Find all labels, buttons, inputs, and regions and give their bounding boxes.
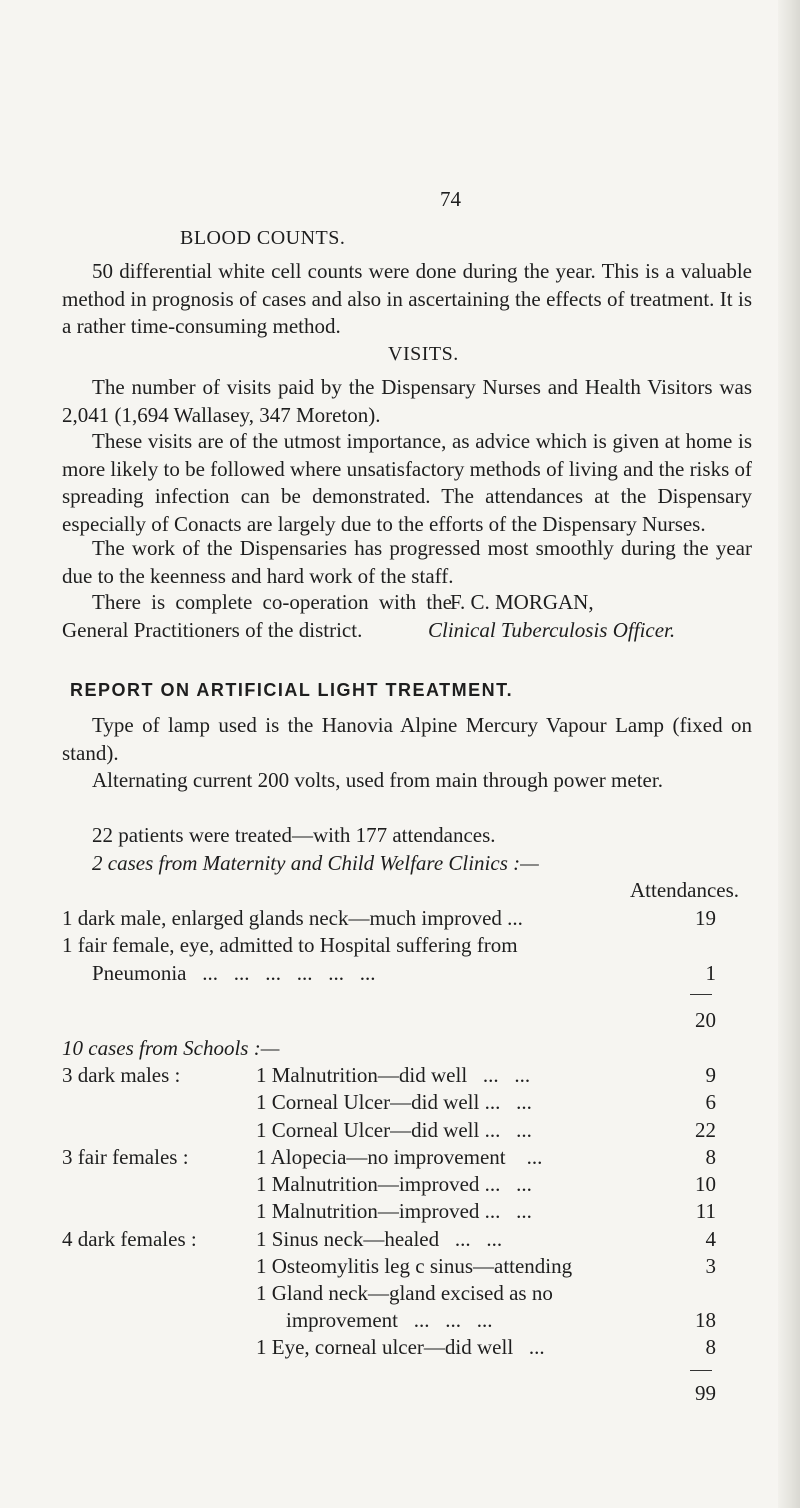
- signature-title: Clinical Tuberculosis Officer.: [428, 618, 676, 642]
- maternity-total-rule: [690, 994, 712, 995]
- maternity-heading: 2 cases from Maternity and Child Welfare Clinics :—: [92, 851, 539, 875]
- school-row: 1 Sinus neck—healed ... ...: [256, 1227, 503, 1251]
- school-row-value: 22: [695, 1118, 716, 1142]
- school-row-value: 3: [705, 1254, 716, 1278]
- school-row: 1 Malnutrition—did well ... ...: [256, 1063, 531, 1087]
- school-row: 1 Malnutrition—improved ... ...: [256, 1199, 532, 1223]
- report-heading: REPORT ON ARTIFICIAL LIGHT TREATMENT.: [70, 680, 514, 700]
- school-row-value: 9: [705, 1063, 716, 1087]
- maternity-value-2: 1: [705, 961, 716, 985]
- school-row: 1 Corneal Ulcer—did well ... ...: [256, 1118, 532, 1142]
- school-row-value: 11: [695, 1199, 716, 1223]
- school-row-value: 10: [695, 1172, 716, 1196]
- page-number: 74: [440, 187, 461, 211]
- visits-heading: VISITS.: [388, 343, 459, 365]
- maternity-line-3: Pneumonia ... ... ... ... ... ...: [92, 961, 376, 985]
- visits-paragraph-4: There is complete co-operation with the General Practitioners of the district.: [62, 590, 452, 642]
- school-row: 1 Corneal Ulcer—did well ... ...: [256, 1090, 532, 1114]
- school-row-value: 8: [705, 1145, 716, 1169]
- group-label-dark-females: 4 dark females :: [62, 1227, 197, 1251]
- report-paragraph-1: Type of lamp used is the Hanovia Alpine Mercury Vapour Lamp (fixed on stand).: [62, 713, 752, 765]
- maternity-value-1: 19: [695, 906, 716, 930]
- school-row: 1 Alopecia—no improvement ...: [256, 1145, 543, 1169]
- visits-paragraph-2: These visits are of the utmost importance, as advice which is given at home is more likely to be followed where unsatisfactory methods of living and the risks of spreading infection can be demonstrated. The attendances at the Dispensary especially of Conacts are largely due to the efforts of the Dispensary Nurses.: [62, 429, 752, 536]
- page-edge-shadow: [778, 0, 800, 1508]
- school-row-value: 8: [705, 1335, 716, 1359]
- school-row: improvement ... ... ...: [286, 1308, 493, 1332]
- maternity-line-2: 1 fair female, eye, admitted to Hospital suffering from: [62, 933, 518, 957]
- attendances-label: Attendances.: [630, 878, 740, 902]
- maternity-line-1: 1 dark male, enlarged glands neck—much improved ...: [62, 906, 523, 930]
- group-label-fair-females: 3 fair females :: [62, 1145, 189, 1169]
- school-row: 1 Malnutrition—improved ... ...: [256, 1172, 532, 1196]
- school-row-value: 18: [695, 1308, 716, 1332]
- school-row: 1 Osteomylitis leg c sinus—attending: [256, 1254, 573, 1278]
- school-row: 1 Eye, corneal ulcer—did well ...: [256, 1335, 545, 1359]
- report-paragraph-3: 22 patients were treated—with 177 attendances.: [92, 823, 496, 847]
- schools-total: 99: [695, 1381, 716, 1405]
- report-paragraph-2: Alternating current 200 volts, used from main through power meter.: [92, 768, 663, 792]
- school-row: 1 Gland neck—gland excised as no: [256, 1281, 553, 1305]
- group-label-dark-males: 3 dark males :: [62, 1063, 181, 1087]
- schools-total-rule: [690, 1370, 712, 1371]
- blood-counts-text: 50 differential white cell counts were done during the year. This is a valuable method in prognosis of cases and also in ascertaining the effects of treatment. It is a rather time-consuming method.: [62, 259, 752, 338]
- visits-paragraph-3: The work of the Dispensaries has progressed most smoothly during the year due to the keenness and hard work of the staff.: [62, 536, 752, 588]
- signature-name: F. C. MORGAN,: [450, 590, 594, 614]
- school-row-value: 6: [705, 1090, 716, 1114]
- school-row-value: 4: [705, 1227, 716, 1251]
- blood-counts-heading: BLOOD COUNTS.: [180, 227, 346, 249]
- visits-paragraph-1: The number of visits paid by the Dispensary Nurses and Health Visitors was 2,041 (1,694 Wallasey, 347 Moreton).: [62, 375, 752, 427]
- maternity-total: 20: [695, 1008, 716, 1032]
- schools-heading: 10 cases from Schools :—: [62, 1036, 280, 1060]
